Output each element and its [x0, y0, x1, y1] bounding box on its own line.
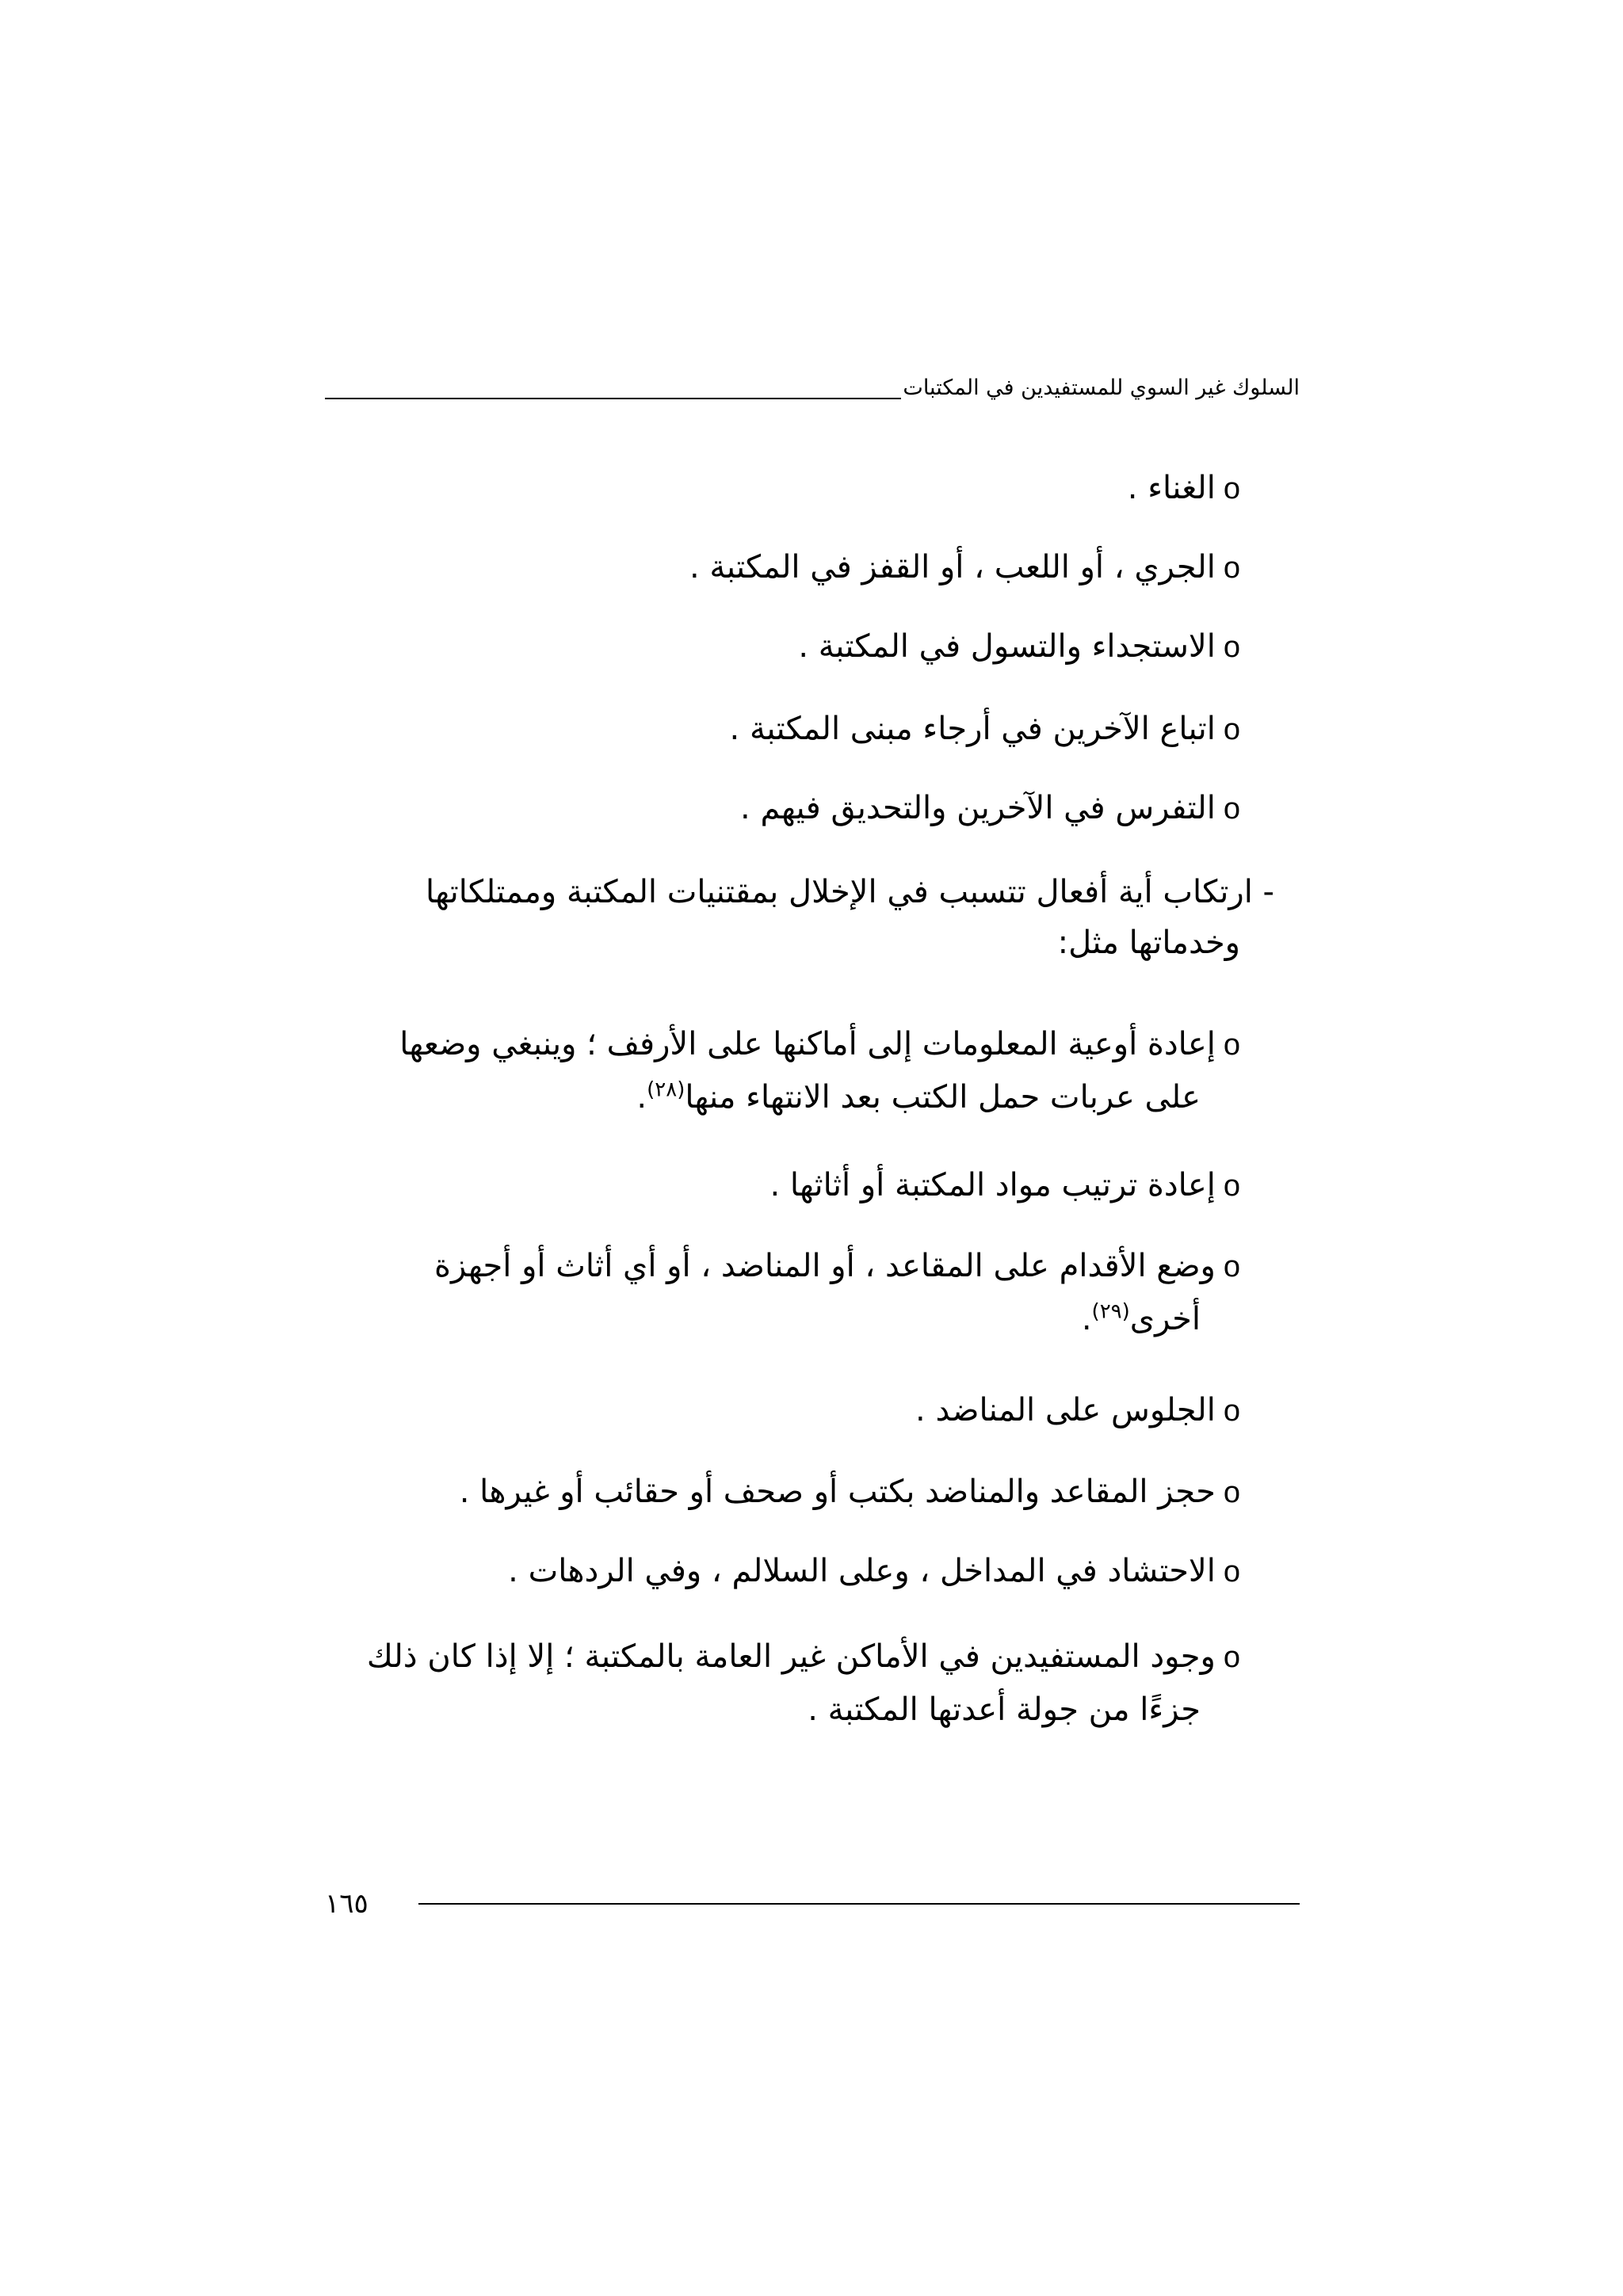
item-text: الاحتشاد في المداخل ، وعلى السلالم ، وفي الردهات .: [508, 1553, 1216, 1589]
list-item: [399, 1018, 1240, 1123]
list-item: [798, 624, 1240, 669]
list-item: [769, 1163, 1240, 1208]
item-text-line-2: أخرى: [1129, 1301, 1201, 1337]
bullet-marker: o: [1223, 631, 1240, 664]
item-text: إعادة ترتيب مواد المكتبة أو أثاثها .: [769, 1167, 1216, 1203]
item-text: التفرس في الآخرين والتحديق فيهم .: [740, 790, 1216, 826]
footnote-ref: (٢٩): [1091, 1299, 1130, 1324]
list-item: [508, 1549, 1240, 1594]
item-text-line-1: إعادة أوعية المعلومات إلى أماكنها على الأرفف ؛ وينبغي وضعها: [399, 1026, 1216, 1062]
list-item: [1128, 466, 1240, 511]
bullet-marker: o: [1223, 551, 1240, 585]
bullet-marker: o: [1223, 1394, 1240, 1428]
item-text: الغناء .: [1127, 470, 1216, 506]
bullet-marker: o: [1223, 472, 1240, 505]
item-text: اتباع الآخرين في أرجاء مبنى المكتبة .: [729, 711, 1216, 747]
item-text: الاستجداء والتسول في المكتبة .: [798, 628, 1216, 665]
item-text-line-1: وجود المستفيدين في الأماكن غير العامة بالمكتبة ؛ إلا إذا كان ذلك: [366, 1638, 1216, 1675]
running-header: [325, 372, 1300, 404]
bullet-marker: o: [1223, 713, 1240, 746]
footnote-ref: (٢٨): [647, 1077, 685, 1102]
page-number: ١٦٥: [325, 1888, 369, 1920]
bullet-marker: o: [1223, 1028, 1240, 1062]
bullet-marker: o: [1223, 1250, 1240, 1283]
list-item: [460, 1470, 1240, 1515]
bullet-marker: o: [1223, 1169, 1240, 1203]
item-end-punct: .: [1081, 1301, 1092, 1337]
item-text: حجز المقاعد والمناضد بكتب أو صحف أو حقائب أو غيرها .: [459, 1474, 1216, 1510]
item-text-line-1: وضع الأقدام على المقاعد ، أو المناضد ، أو أي أثاث أو أجهزة: [434, 1248, 1216, 1284]
bullet-marker: o: [1223, 1476, 1240, 1509]
list-item: [689, 545, 1240, 590]
list-item: [434, 1240, 1240, 1345]
item-text-line-2: على عربات حمل الكتب بعد الانتهاء منها: [685, 1079, 1201, 1116]
list-item: [730, 707, 1240, 752]
list-item: [367, 1630, 1240, 1736]
bullet-marker: o: [1223, 1641, 1240, 1674]
item-text: الجلوس على المناضد .: [915, 1392, 1216, 1428]
item-text: الجري ، أو اللعب ، أو القفز في المكتبة .: [689, 549, 1216, 585]
list-item: [915, 1388, 1240, 1433]
running-title: السلوك غير السوي للمستفيدين في المكتبات: [901, 372, 1300, 404]
bullet-marker: o: [1223, 792, 1240, 826]
item-text-line-2: جزءًا من جولة أعدتها المكتبة .: [808, 1691, 1201, 1728]
paragraph-line-1: - ارتكاب أية أفعال تتسبب في الإخلال بمقتنيات المكتبة وممتلكاتها: [426, 874, 1274, 910]
paragraph-line-2: وخدماتها مثل:: [1057, 925, 1240, 961]
page-footer: [325, 1884, 1300, 1924]
list-item: [740, 786, 1240, 831]
dash-paragraph: [426, 867, 1274, 968]
item-end-punct: .: [636, 1079, 647, 1116]
footer-rule: [418, 1903, 1300, 1905]
bullet-marker: o: [1223, 1555, 1240, 1589]
